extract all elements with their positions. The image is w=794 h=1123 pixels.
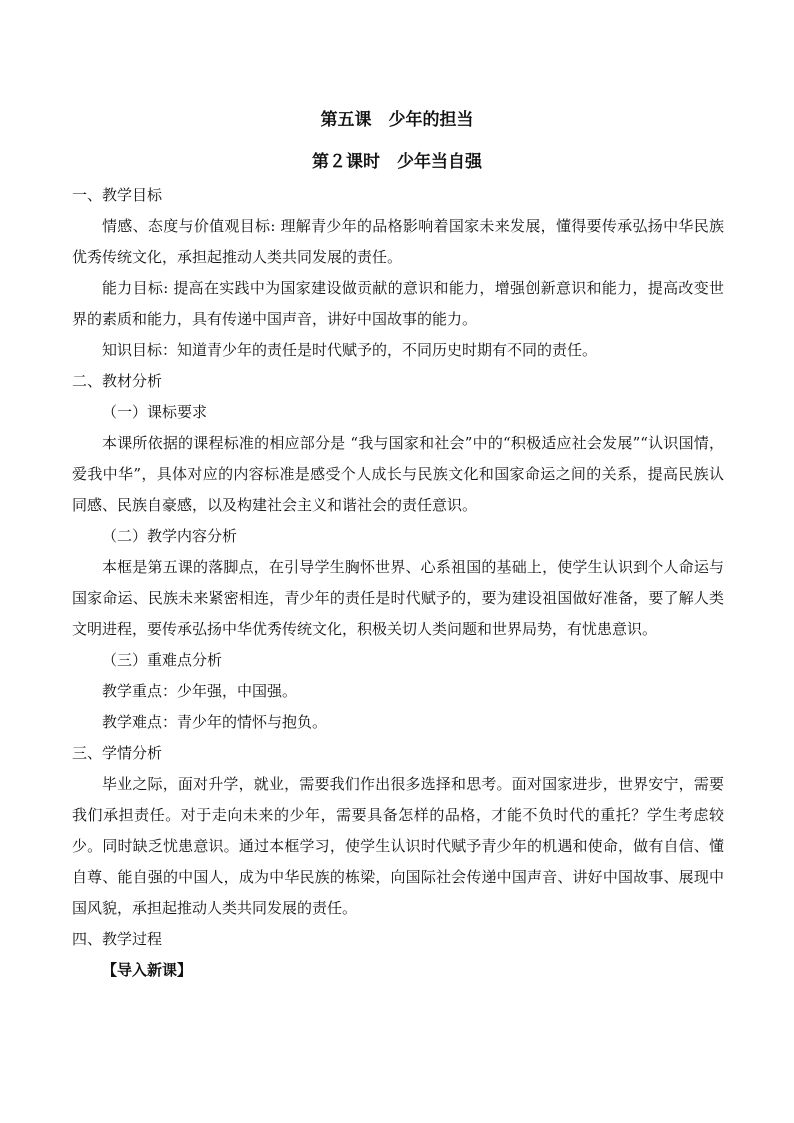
subheading-curriculum-requirements: （一）课标要求	[102, 403, 208, 421]
paragraph-ability-objective: 能力目标: 提高在实践中为国家建设做贡献的意识和能力，增强创新意识和能力，提高改变世界的素质和能力，具有传递中国声音，讲好中国故事的能力。	[72, 279, 724, 328]
section-heading-teaching-process: 四、教学过程	[72, 930, 163, 948]
paragraph-knowledge-objective: 知识目标：知道青少年的责任是时代赋予的，不同历史时期有不同的责任。	[102, 341, 598, 359]
paragraph-difficult-point: 教学难点：青少年的情怀与抱负。	[102, 713, 328, 731]
lesson-title: 第五课 少年的担当	[320, 110, 474, 130]
paragraph-key-point: 教学重点：少年强，中国强。	[102, 682, 298, 700]
subheading-content-analysis: （二）教学内容分析	[102, 527, 238, 545]
section-heading-material-analysis: 二、教材分析	[72, 372, 163, 390]
document-body	[72, 180, 724, 986]
section-heading-learner-analysis: 三、学情分析	[72, 744, 163, 762]
paragraph-affective-objective: 情感、态度与价值观目标: 理解青少年的品格影响着国家未来发展，懂得要传承弘扬中华民族优秀传统文化，承担起推动人类共同发展的责任。	[72, 217, 724, 266]
paragraph-learner-analysis: 毕业之际，面对升学，就业，需要我们作出很多选择和思考。面对国家进步，世界安宁，需要我们承担责任。对于走向未来的少年，需要具备怎样的品格，才能不负时代的重托？学生考虑较少。同时缺乏忧患意识。通过本框学习，使学生认识时代赋予青少年的机遇和使命，做有自信、懂自尊、能自强的中国人，成为中华民族的栋梁，向国际社会传递中国声音、讲好中国故事、展现中国风貌，承担起推动人类共同发展的责任。	[72, 775, 724, 917]
paragraph-content-analysis: 本框是第五课的落脚点，在引导学生胸怀世界、心系祖国的基础上，使学生认识到个人命运与国家命运、民族未来紧密相连，青少年的责任是时代赋予的，要为建设祖国做好准备，要了解人类文明进程，要传承弘扬中华优秀传统文化，积极关切人类问题和世界局势，有忧患意识。	[72, 558, 724, 638]
subheading-lesson-introduction: 【导入新课】	[102, 961, 193, 979]
paragraph-curriculum-requirements: 本课所依据的课程标准的相应部分是 “我与国家和社会”中的“积极适应社会发展”“认识国情，爱我中华”，具体对应的内容标准是感受个人成长与民族文化和国家命运之间的关系，提高民族认同感、民族自豪感，以及构建社会主义和谐社会的责任意识。	[72, 434, 724, 514]
subheading-key-difficult-points: （三）重难点分析	[102, 651, 223, 669]
section-heading-objectives: 一、教学目标	[72, 186, 163, 204]
lesson-subtitle: 第２课时 少年当自强	[312, 152, 482, 172]
